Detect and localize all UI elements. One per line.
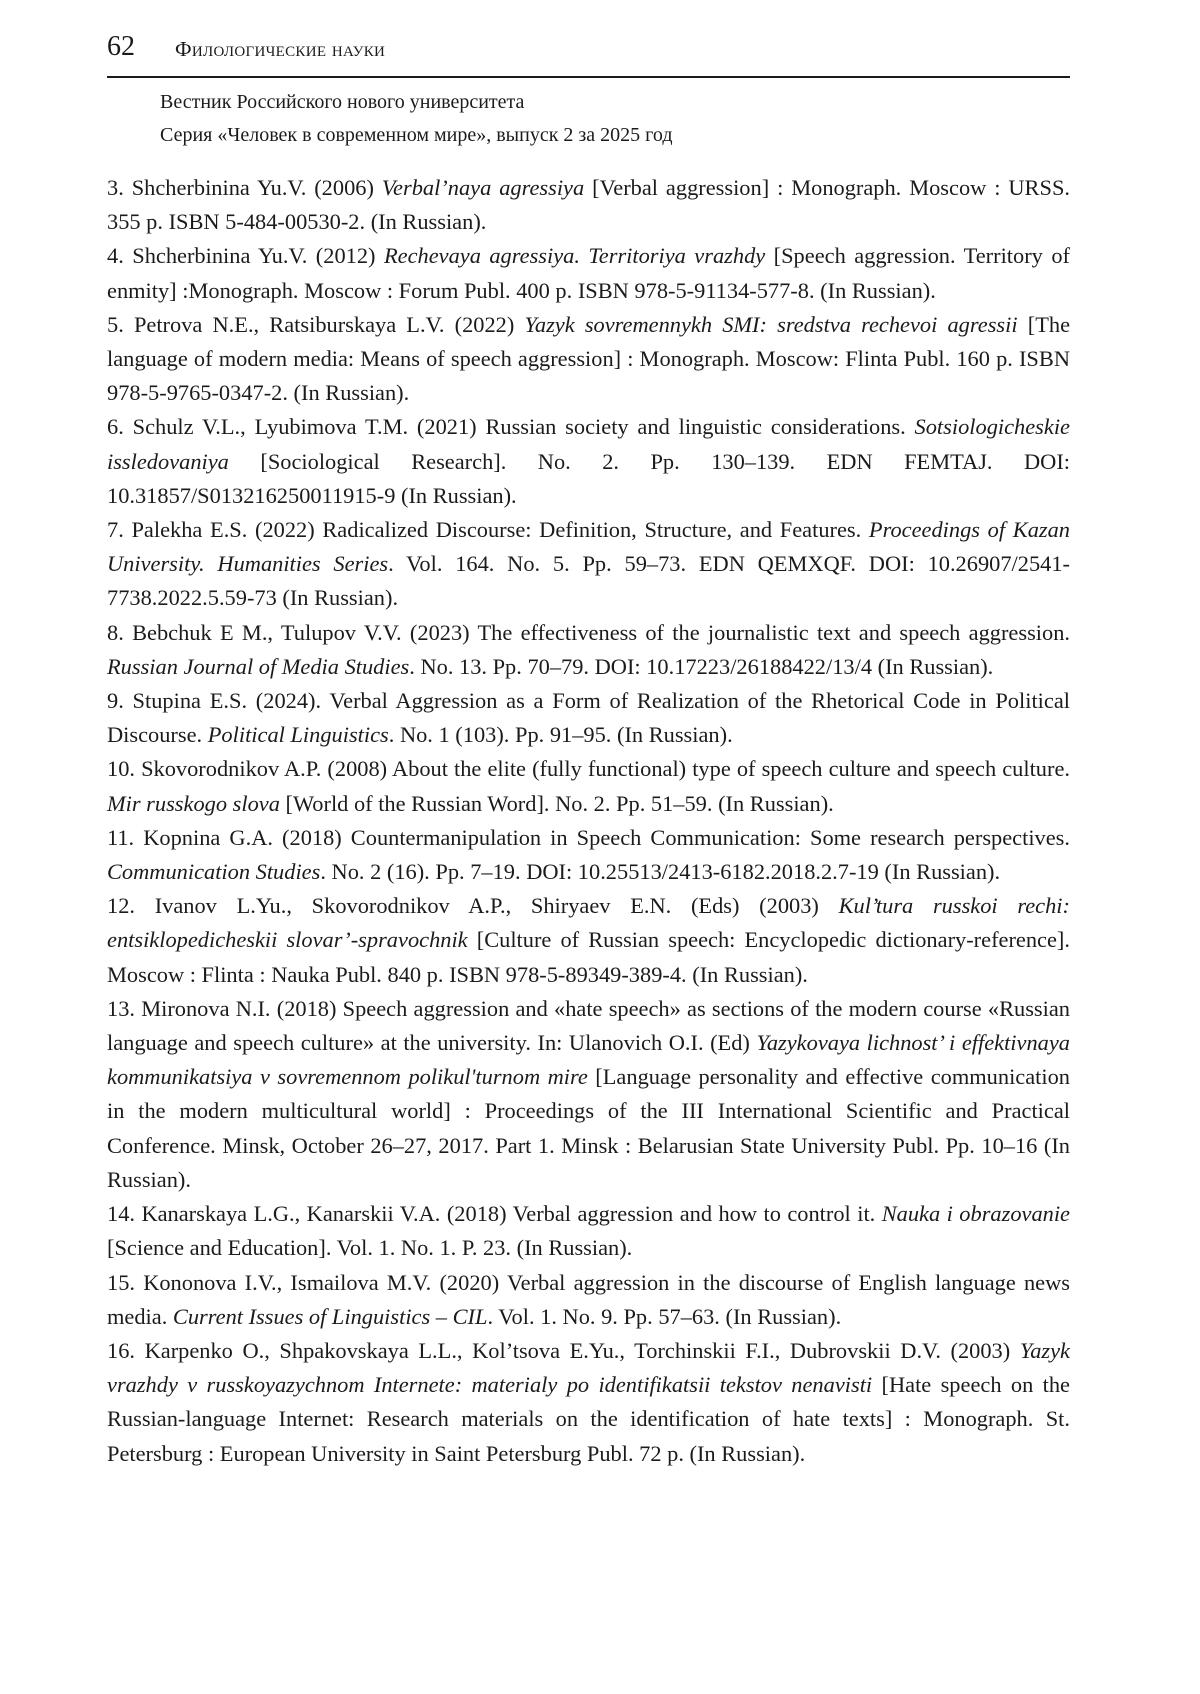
reference-text: [Sociological Research]. No. 2. Pp. 130–139. EDN FEMTAJ. DOI: 10.31857/S013216250011915-9 (In Russian). — [107, 448, 1070, 508]
reference-text: 11. Kopnina G.A. (2018) Countermanipulation in Speech Communication: Some research perspectives. — [107, 824, 1070, 850]
journal-name: Вестник Российского нового университета — [160, 91, 525, 113]
reference-source-title: Kul’tura russkoi rechi: entsiklopedicheskii slovar’-spravochnik — [107, 893, 1070, 953]
reference-item — [107, 1197, 1070, 1265]
reference-text: . No. 1 (103). Pp. 91–95. (In Russian). — [388, 722, 733, 748]
reference-item — [107, 1334, 1070, 1471]
reference-source-title: Yazykovaya lichnost’ i effektivnaya kommunikatsiya v sovremennom polikul'turnom mire — [107, 1030, 1070, 1090]
journal-series: Серия «Человек в современном мире», выпуск 2 за 2025 год — [160, 124, 673, 146]
reference-item — [107, 752, 1070, 820]
reference-item — [107, 821, 1070, 889]
reference-source-title: Nauka i obrazovanie — [881, 1201, 1070, 1227]
reference-item — [107, 889, 1070, 992]
reference-text: [Language personality and effective communication in the modern multicultural world] : Proceedings of the III International Scientific and Practical Conference. Minsk, October 26–27, 2017. Part 1. Minsk : Belarusian State University Publ. Pp. 10–16 (In Russian). — [107, 1064, 1070, 1192]
reference-text: 14. Kanarskaya L.G., Kanarskii V.A. (2018) Verbal aggression and how to control it. — [107, 1201, 882, 1227]
section-title: Филологические науки — [175, 37, 386, 61]
reference-text: [Culture of Russian speech: Encyclopedic dictionary-reference]. Moscow : Flinta : Nauka Publ. 840 p. ISBN 978-5-89349-389-4. (In Russian). — [107, 927, 1070, 987]
reference-item — [107, 410, 1070, 513]
reference-text: 4. Shcherbinina Yu.V. (2012) — [107, 243, 384, 269]
reference-source-title: Russian Journal of Media Studies — [107, 653, 410, 679]
journal-info — [160, 86, 673, 152]
reference-item — [107, 992, 1070, 1197]
reference-text: . No. 2 (16). Pp. 7–19. DOI: 10.25513/2413-6182.2018.2.7-19 (In Russian). — [320, 859, 1001, 885]
reference-text: [Science and Education]. Vol. 1. No. 1. P. 23. (In Russian). — [107, 1235, 633, 1261]
reference-text: 5. Petrova N.E., Ratsiburskaya L.V. (2022) — [107, 311, 525, 337]
reference-text: . Vol. 164. No. 5. Pp. 59–73. EDN QEMXQF. DOI: 10.26907/2541-7738.2022.5.59-73 (In Russian). — [107, 551, 1070, 611]
reference-source-title: Sotsiologicheskie issledovaniya — [107, 414, 1070, 474]
reference-source-title: Yazyk sovremennykh SMI: sredstva rechevoi agressii — [524, 311, 1018, 337]
reference-text: 16. Karpenko O., Shpakovskaya L.L., Kol’tsova E.Yu., Torchinskii F.I., Dubrovskii D.V. (2003) — [107, 1337, 1020, 1363]
reference-source-title: Mir russkogo slova — [107, 790, 280, 816]
page-number: 62 — [107, 31, 135, 62]
reference-text: 9. Stupina E.S. (2024). Verbal Aggression as a Form of Realization of the Rhetorical Code in Political Discourse. — [107, 688, 1070, 748]
reference-item — [107, 684, 1070, 752]
reference-text: . No. 13. Pp. 70–79. DOI: 10.17223/26188422/13/4 (In Russian). — [409, 653, 994, 679]
reference-text: [Hate speech on the Russian-language Internet: Research materials on the identification of hate texts] : Monograph. St. Petersburg : European University in Saint Petersburg Publ. 72 p. (In Russian). — [107, 1372, 1070, 1466]
reference-item — [107, 308, 1070, 411]
reference-source-title: Current Issues of Linguistics – CIL — [172, 1303, 488, 1329]
reference-source-title: Yazyk vrazhdy v russkoyazychnom Internete: materialy po identifikatsii tekstov nenavisti — [107, 1337, 1070, 1398]
reference-item — [107, 1266, 1070, 1334]
reference-text: [The language of modern media: Means of speech aggression] : Monograph. Moscow: Flinta Publ. 160 p. ISBN 978-5-9765-0347-2. (In Russian). — [107, 311, 1071, 406]
reference-source-title: Communication Studies — [107, 859, 321, 885]
reference-text: 3. Shcherbinina Yu.V. (2006) — [107, 175, 382, 200]
reference-text: 12. Ivanov L.Yu., Skovorodnikov A.P., Shiryaev E.N. (Eds) (2003) — [107, 893, 839, 919]
reference-text: 6. Schulz V.L., Lyubimova T.M. (2021) Russian society and linguistic considerations. — [107, 414, 915, 440]
reference-text: [Verbal aggression] : Monograph. Moscow : URSS. 355 p. ISBN 5-484-00530-2. (In Russian). — [107, 175, 1070, 235]
reference-text: 8. Bebchuk E M., Tulupov V.V. (2023) The effectiveness of the journalistic text and speech aggression. — [107, 619, 1070, 645]
reference-text: [Speech aggression. Territory of enmity] :Monograph. Moscow : Forum Publ. 400 p. ISBN 978-5-91134-577-8. (In Russian). — [107, 243, 1070, 303]
reference-source-title: Proceedings of Kazan University. Humanities Series — [107, 517, 1071, 577]
reference-text: 10. Skovorodnikov A.P. (2008) About the elite (fully functional) type of speech culture and speech culture. — [107, 756, 1070, 782]
reference-text: 7. Palekha E.S. (2022) Radicalized Discourse: Definition, Structure, and Features. — [107, 517, 869, 543]
running-header — [107, 28, 1070, 78]
reference-source-title: Rechevaya agressiya. Territoriya vrazhdy — [383, 243, 766, 269]
reference-text: [World of the Russian Word]. No. 2. Pp. 51–59. (In Russian). — [279, 790, 834, 816]
reference-list — [107, 171, 1070, 1471]
reference-item — [107, 513, 1070, 616]
reference-text: 13. Mironova N.I. (2018) Speech aggression and «hate speech» as sections of the modern course «Russian language and speech culture» at the university. In: Ulanovich O.I. (Ed) — [107, 995, 1070, 1056]
reference-item — [107, 171, 1070, 239]
reference-text: . Vol. 1. No. 9. Pp. 57–63. (In Russian). — [487, 1303, 842, 1329]
reference-source-title: Verbal’naya agressiya — [381, 175, 585, 200]
reference-item — [107, 616, 1070, 684]
reference-item — [107, 239, 1070, 307]
reference-source-title: Political Linguistics — [207, 722, 389, 748]
reference-text: 15. Kononova I.V., Ismailova M.V. (2020) Verbal aggression in the discourse of English language news media. — [107, 1269, 1070, 1329]
